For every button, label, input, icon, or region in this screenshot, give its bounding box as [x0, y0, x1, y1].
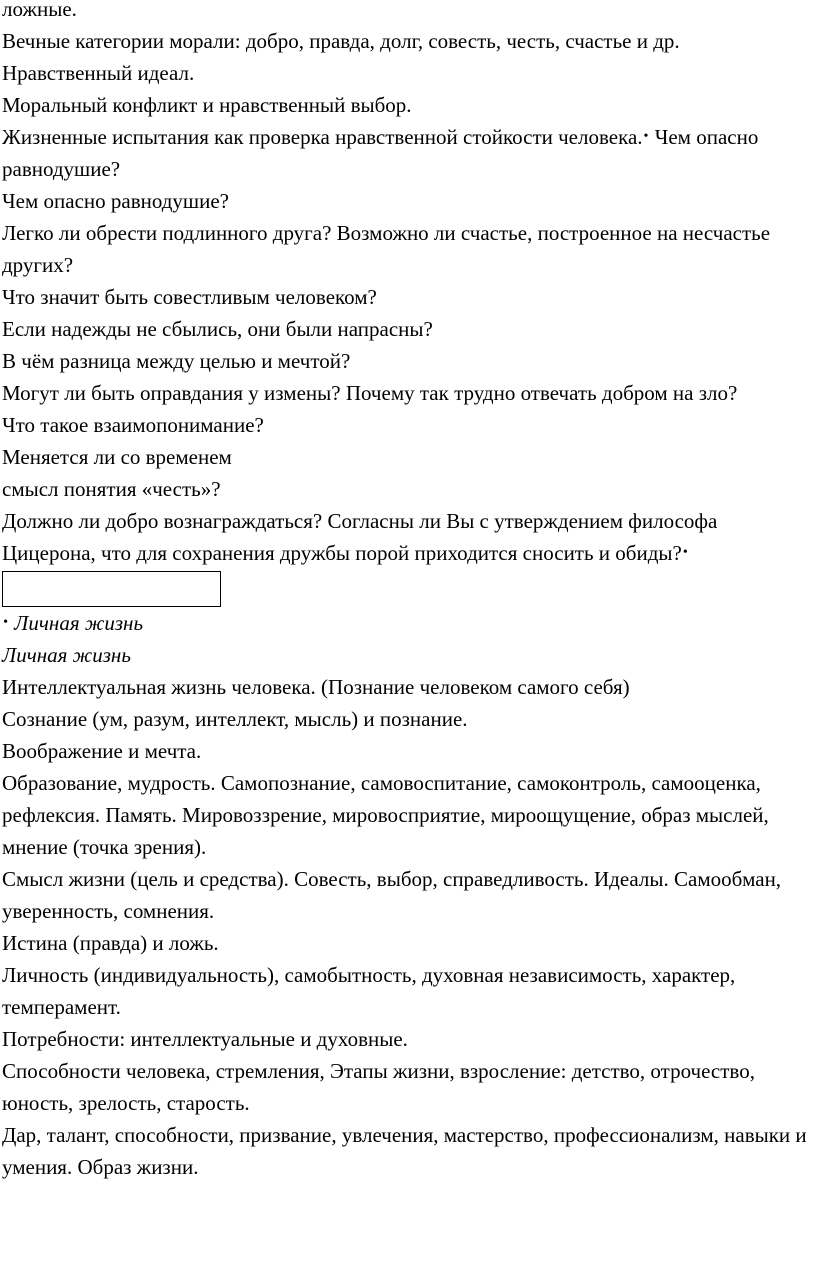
paragraph [0, 345, 816, 377]
paragraph [0, 441, 816, 473]
paragraph-text: Моральный конфликт и нравственный выбор. [2, 93, 412, 117]
paragraph [0, 473, 816, 505]
section-heading [0, 639, 816, 671]
paragraph [0, 121, 816, 185]
paragraph [0, 703, 816, 735]
paragraph-text: Что такое взаимопонимание? [2, 413, 264, 437]
paragraph [0, 767, 816, 863]
paragraph [0, 313, 816, 345]
paragraph-text: Образование, мудрость. Самопознание, самовоспитание, самоконтроль, самооценка, рефлексия. Память. Мировоззрение, мировосприятие, мироощущение, образ мыслей, мнение (точка зрения). [2, 771, 769, 859]
heading-text: Личная жизнь [14, 611, 144, 635]
paragraph-text: Могут ли быть оправдания у измены? Почему так трудно отвечать добром на зло? [2, 381, 738, 405]
paragraph-text: Жизненные испытания как проверка нравственной стойкости человека. [2, 125, 643, 149]
paragraph [0, 25, 816, 57]
bullet-icon: • [643, 129, 649, 144]
paragraph-text: Меняется ли со временем [2, 445, 232, 469]
paragraph-text: Должно ли добро вознаграждаться? Согласны ли Вы с утверждением философа Цицерона, что для сохранения дружбы порой приходится сносить и обиды? [2, 509, 718, 565]
section-heading [0, 607, 816, 639]
paragraph-text: Чем опасно равнодушие? [2, 125, 759, 181]
paragraph-text: Если надежды не сбылись, они были напрасны? [2, 317, 433, 341]
paragraph [0, 671, 816, 703]
paragraph [0, 409, 816, 441]
bullet-icon: • [682, 545, 688, 560]
paragraph-text: Истина (правда) и ложь. [2, 931, 219, 955]
paragraph [0, 1055, 816, 1119]
paragraph [0, 89, 816, 121]
paragraph-text: Потребности: интеллектуальные и духовные. [2, 1027, 408, 1051]
paragraph [0, 735, 816, 767]
paragraph [0, 927, 816, 959]
empty-text-box [2, 571, 221, 607]
paragraph [0, 0, 816, 25]
paragraph [0, 185, 816, 217]
paragraph-text: Что значит быть совестливым человеком? [2, 285, 377, 309]
paragraph [0, 959, 816, 1023]
paragraph-text: ложные. [2, 0, 77, 21]
paragraph [0, 377, 816, 409]
paragraph-text: Интеллектуальная жизнь человека. (Познание человеком самого себя) [2, 675, 630, 699]
paragraph-text: Личность (индивидуальность), самобытность, духовная независимость, характер, темперамент. [2, 963, 736, 1019]
paragraph-text: Сознание (ум, разум, интеллект, мысль) и познание. [2, 707, 468, 731]
paragraph [0, 1119, 816, 1183]
paragraph [0, 281, 816, 313]
bullet-icon: • [3, 615, 8, 630]
paragraph-text: Смысл жизни (цель и средства). Совесть, выбор, справедливость. Идеалы. Самообман, уверенность, сомнения. [2, 867, 782, 923]
paragraph [0, 57, 816, 89]
paragraph-text: Нравственный идеал. [2, 61, 195, 85]
paragraph-text: Дар, талант, способности, призвание, увлечения, мастерство, профессионализм, навыки и умения. Образ жизни. [2, 1123, 807, 1179]
heading-text: Личная жизнь [2, 643, 131, 667]
paragraph [0, 217, 816, 281]
paragraph [0, 863, 816, 927]
paragraph [0, 505, 816, 569]
paragraph-text: В чём разница между целью и мечтой? [2, 349, 351, 373]
paragraph-text: смысл понятия «честь»? [2, 477, 221, 501]
paragraph [0, 1023, 816, 1055]
paragraph-text: Чем опасно равнодушие? [2, 189, 229, 213]
paragraph-text: Легко ли обрести подлинного друга? Возможно ли счастье, построенное на несчастье других? [2, 221, 771, 277]
paragraph-text: Вечные категории морали: добро, правда, долг, совесть, честь, счастье и др. [2, 29, 680, 53]
paragraph-text: Способности человека, стремления, Этапы жизни, взросление: детство, отрочество, юность, зрелость, старость. [2, 1059, 755, 1115]
paragraph-text: Воображение и мечта. [2, 739, 202, 763]
